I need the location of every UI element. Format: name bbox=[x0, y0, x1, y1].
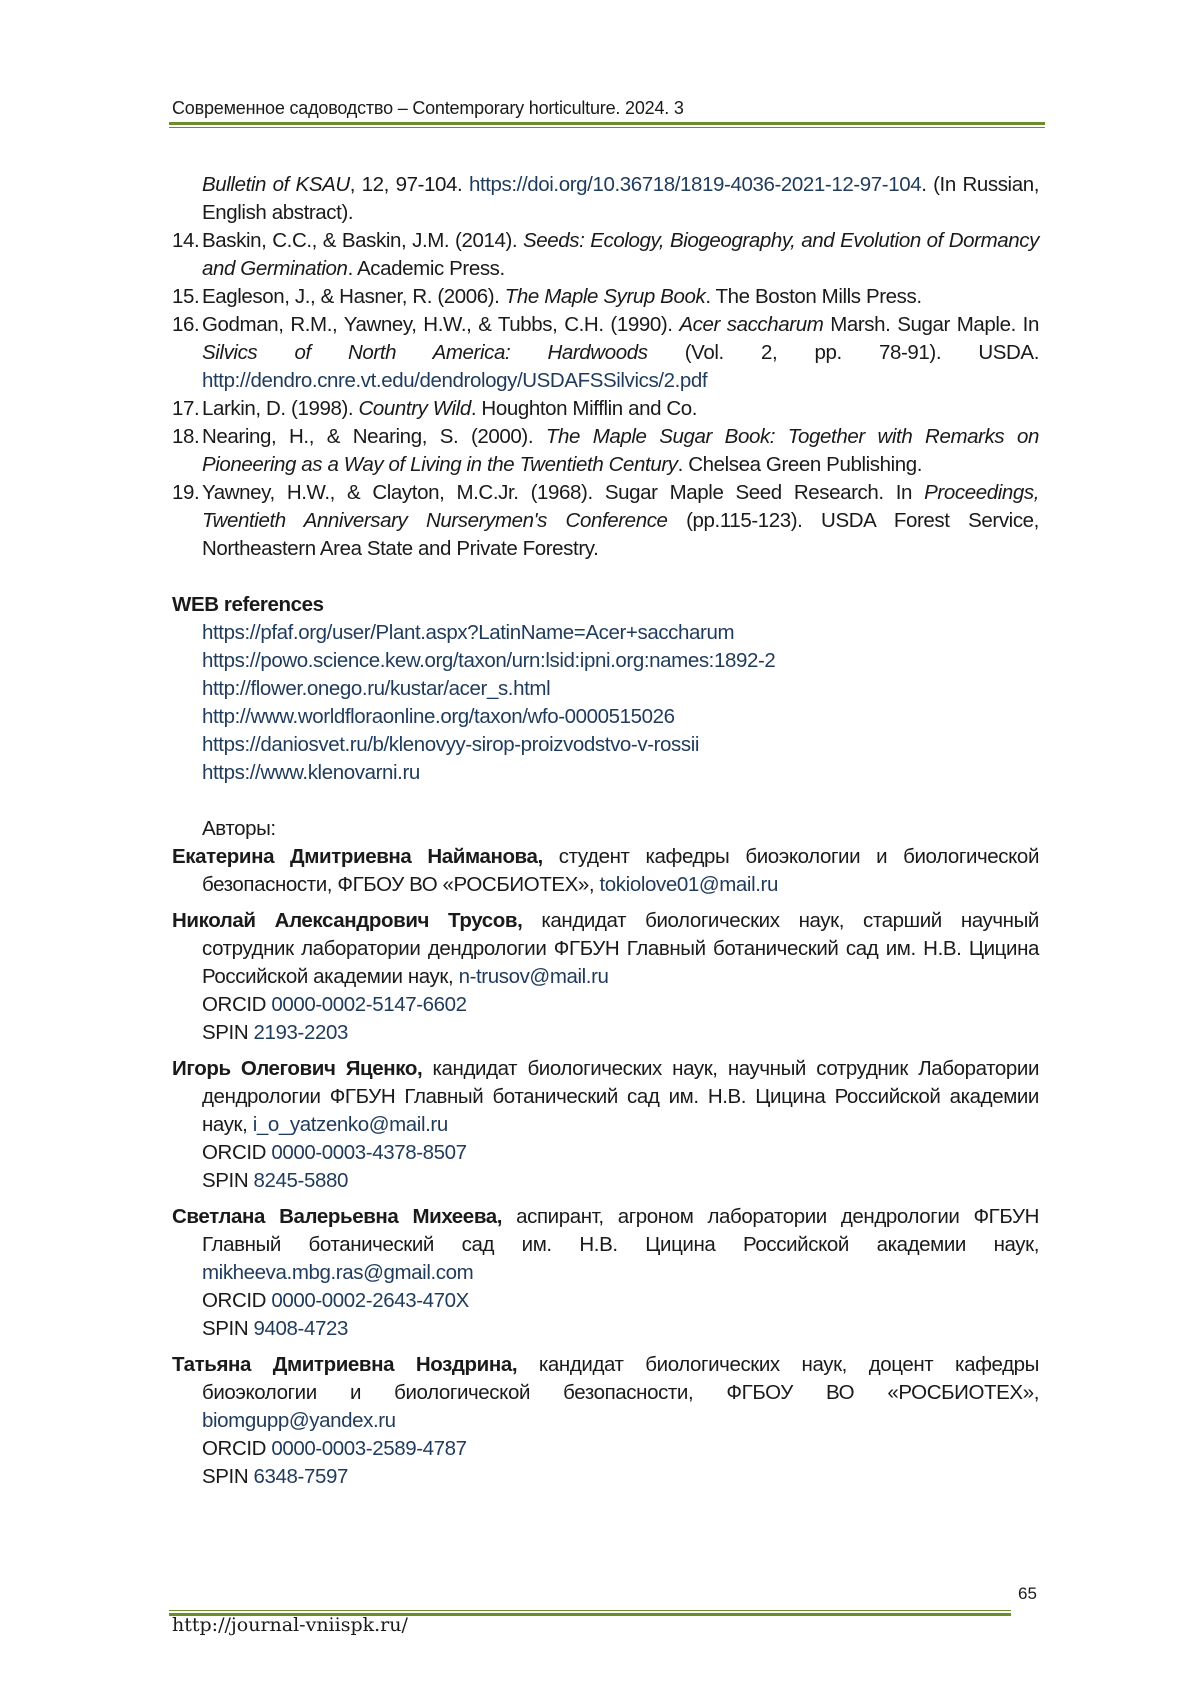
author-name: Игорь Олегович Яценко, bbox=[172, 1057, 423, 1080]
reference-title: The Maple Sugar Book: Together with Remarks on Pioneering as a Way of Living in the Twentieth Century bbox=[202, 425, 1039, 476]
reference-number: 14. bbox=[172, 229, 200, 252]
reference-tail: . Chelsea Green Publishing. bbox=[677, 453, 923, 476]
running-header: Современное садоводство – Contemporary horticulture. 2024. 3 bbox=[172, 98, 684, 118]
author-name: Татьяна Дмитриевна Ноздрина, bbox=[172, 1353, 518, 1376]
reference-14 bbox=[172, 227, 1039, 283]
reference-authors: Yawney, H.W., & Clayton, M.C.Jr. (1968). Sugar Maple Seed Research. In bbox=[202, 481, 925, 504]
author-4 bbox=[172, 1203, 1039, 1343]
orcid-link[interactable]: 0000-0003-4378-8507 bbox=[271, 1141, 467, 1164]
author-orcid bbox=[202, 1139, 1039, 1167]
page-number: 65 bbox=[1018, 1584, 1037, 1603]
spin-link[interactable]: 6348-7597 bbox=[253, 1465, 348, 1488]
reference-tail: . (In Russian, English abstract). bbox=[202, 173, 1039, 224]
reference-17 bbox=[172, 395, 1039, 423]
doi-link[interactable]: https://doi.org/10.36718/1819-4036-2021-12-97-104 bbox=[468, 173, 922, 196]
author-description: кандидат биологических наук, старший научный сотрудник лаборатории дендрологии ФГБУН Главный ботанический сад им. Н.В. Цицина Российской академии наук, bbox=[202, 909, 1039, 988]
reference-title: Seeds: Ecology, Biogeography, and Evolution of Dormancy and Germination bbox=[202, 229, 1039, 280]
footer-url[interactable]: http://journal-vniispk.ru/ bbox=[172, 1614, 408, 1636]
spin-label: SPIN bbox=[202, 1465, 254, 1488]
author-3 bbox=[172, 1055, 1039, 1195]
author-description: кандидат биологических наук, доцент кафедры биоэкологии и биологической безопасности, ФГБОУ ВО «РОСБИОТЕХ», bbox=[202, 1353, 1039, 1404]
reference-title: The Maple Syrup Book bbox=[504, 285, 706, 308]
header-rule-thick bbox=[169, 122, 1045, 125]
author-email-link[interactable]: mikheeva.mbg.ras@gmail.com bbox=[202, 1261, 474, 1284]
reference-number: 19. bbox=[172, 481, 200, 504]
author-description: кандидат биологических наук, научный сотрудник Лаборатории дендрологии ФГБУН Главный ботанический сад им. Н.В. Цицина Российской академии наук, bbox=[202, 1057, 1040, 1136]
author-2 bbox=[172, 907, 1039, 1047]
web-reference-link[interactable]: http://www.worldfloraonline.org/taxon/wfo-0000515026 bbox=[202, 705, 675, 728]
author-email-link[interactable]: i_o_yatzenko@mail.ru bbox=[252, 1113, 448, 1136]
spin-link[interactable]: 9408-4723 bbox=[253, 1317, 348, 1340]
reference-18 bbox=[172, 423, 1039, 479]
author-spin bbox=[202, 1019, 1039, 1047]
author-spin bbox=[202, 1463, 1039, 1491]
reference-authors: Eagleson, J., & Hasner, R. (2006). bbox=[202, 285, 505, 308]
author-name: Екатерина Дмитриевна Найманова, bbox=[172, 845, 543, 868]
reference-title: Proceedings, Twentieth Anniversary Nurserymen's Conference bbox=[202, 481, 1039, 532]
author-name: Светлана Валерьевна Михеева, bbox=[172, 1205, 503, 1228]
author-description: аспирант, агроном лаборатории дендрологии ФГБУН Главный ботанический сад им. Н.В. Цицина Российской академии наук, bbox=[202, 1205, 1039, 1256]
author-orcid bbox=[202, 991, 1039, 1019]
reference-authors: Godman, R.M., Yawney, H.W., & Tubbs, C.H. (1990). bbox=[202, 313, 680, 336]
reference-16 bbox=[172, 311, 1039, 395]
header-rule-thin bbox=[169, 127, 1045, 128]
web-reference-link[interactable]: http://flower.onego.ru/kustar/acer_s.html bbox=[202, 677, 551, 700]
reference-url-link[interactable]: http://dendro.cnre.vt.edu/dendrology/USDAFSSilvics/2.pdf bbox=[202, 369, 708, 392]
spin-label: SPIN bbox=[202, 1317, 254, 1340]
orcid-label: ORCID bbox=[202, 1289, 272, 1312]
spin-label: SPIN bbox=[202, 1021, 254, 1044]
reference-tail: (Vol. 2, pp. 78-91). USDA. bbox=[647, 341, 1039, 364]
reference-number: 15. bbox=[172, 285, 200, 308]
reference-tail: . The Boston Mills Press. bbox=[705, 285, 922, 308]
reference-journal: Bulletin of KSAU bbox=[202, 173, 350, 196]
reference-title: Country Wild bbox=[358, 397, 471, 420]
orcid-link[interactable]: 0000-0002-5147-6602 bbox=[271, 993, 467, 1016]
reference-authors: Baskin, C.C., & Baskin, J.M. (2014). bbox=[202, 229, 524, 252]
web-references-heading: WEB references bbox=[172, 593, 324, 616]
author-description: студент кафедры биоэкологии и биологической безопасности, ФГБОУ ВО «РОСБИОТЕХ», bbox=[202, 845, 1039, 896]
orcid-link[interactable]: 0000-0003-2589-4787 bbox=[271, 1437, 467, 1460]
web-reference-link[interactable]: https://daniosvet.ru/b/klenovyy-sirop-proizvodstvo-v-rossii bbox=[202, 733, 700, 756]
spin-label: SPIN bbox=[202, 1169, 254, 1192]
orcid-link[interactable]: 0000-0002-2643-470X bbox=[271, 1289, 469, 1312]
author-5 bbox=[172, 1351, 1039, 1491]
reference-tail: . Academic Press. bbox=[347, 257, 505, 280]
reference-tail: . Houghton Mifflin and Co. bbox=[470, 397, 698, 420]
author-name: Николай Александрович Трусов, bbox=[172, 909, 523, 932]
reference-number: 18. bbox=[172, 425, 200, 448]
author-email-link[interactable]: biomgupp@yandex.ru bbox=[202, 1409, 396, 1432]
orcid-label: ORCID bbox=[202, 1437, 272, 1460]
author-orcid bbox=[202, 1435, 1039, 1463]
reference-tail: (pp.115-123). USDA Forest Service, Northeastern Area State and Private Forestry. bbox=[202, 509, 1039, 560]
author-spin bbox=[202, 1315, 1039, 1343]
reference-book-title: Silvics of North America: Hardwoods bbox=[202, 341, 648, 364]
footer-rule-thin bbox=[169, 1610, 1011, 1611]
web-reference-link[interactable]: https://pfaf.org/user/Plant.aspx?LatinName=Acer+saccharum bbox=[202, 621, 735, 644]
page-content bbox=[172, 171, 1039, 1499]
author-email-link[interactable]: n-trusov@mail.ru bbox=[458, 965, 609, 988]
orcid-label: ORCID bbox=[202, 993, 272, 1016]
author-spin bbox=[202, 1167, 1039, 1195]
author-1 bbox=[172, 843, 1039, 899]
reference-15 bbox=[172, 283, 1039, 311]
web-reference-link[interactable]: https://www.klenovarni.ru bbox=[202, 761, 420, 784]
reference-species: Acer saccharum bbox=[679, 313, 824, 336]
author-email-link[interactable]: tokiolove01@mail.ru bbox=[599, 873, 778, 896]
orcid-label: ORCID bbox=[202, 1141, 272, 1164]
spin-link[interactable]: 8245-5880 bbox=[253, 1169, 348, 1192]
reference-number: 16. bbox=[172, 313, 200, 336]
authors-label: Авторы: bbox=[202, 817, 276, 840]
reference-details: , 12, 97-104. bbox=[349, 173, 469, 196]
reference-authors: Nearing, H., & Nearing, S. (2000). bbox=[202, 425, 546, 448]
reference-authors: Larkin, D. (1998). bbox=[202, 397, 359, 420]
reference-mid: Marsh. Sugar Maple. In bbox=[823, 313, 1039, 336]
spin-link[interactable]: 2193-2203 bbox=[253, 1021, 348, 1044]
reference-number: 17. bbox=[172, 397, 200, 420]
web-references-list bbox=[172, 619, 1039, 787]
reference-13-continued bbox=[172, 171, 1039, 227]
reference-19 bbox=[172, 479, 1039, 563]
web-reference-link[interactable]: https://powo.science.kew.org/taxon/urn:lsid:ipni.org:names:1892-2 bbox=[202, 649, 776, 672]
author-orcid bbox=[202, 1287, 1039, 1315]
